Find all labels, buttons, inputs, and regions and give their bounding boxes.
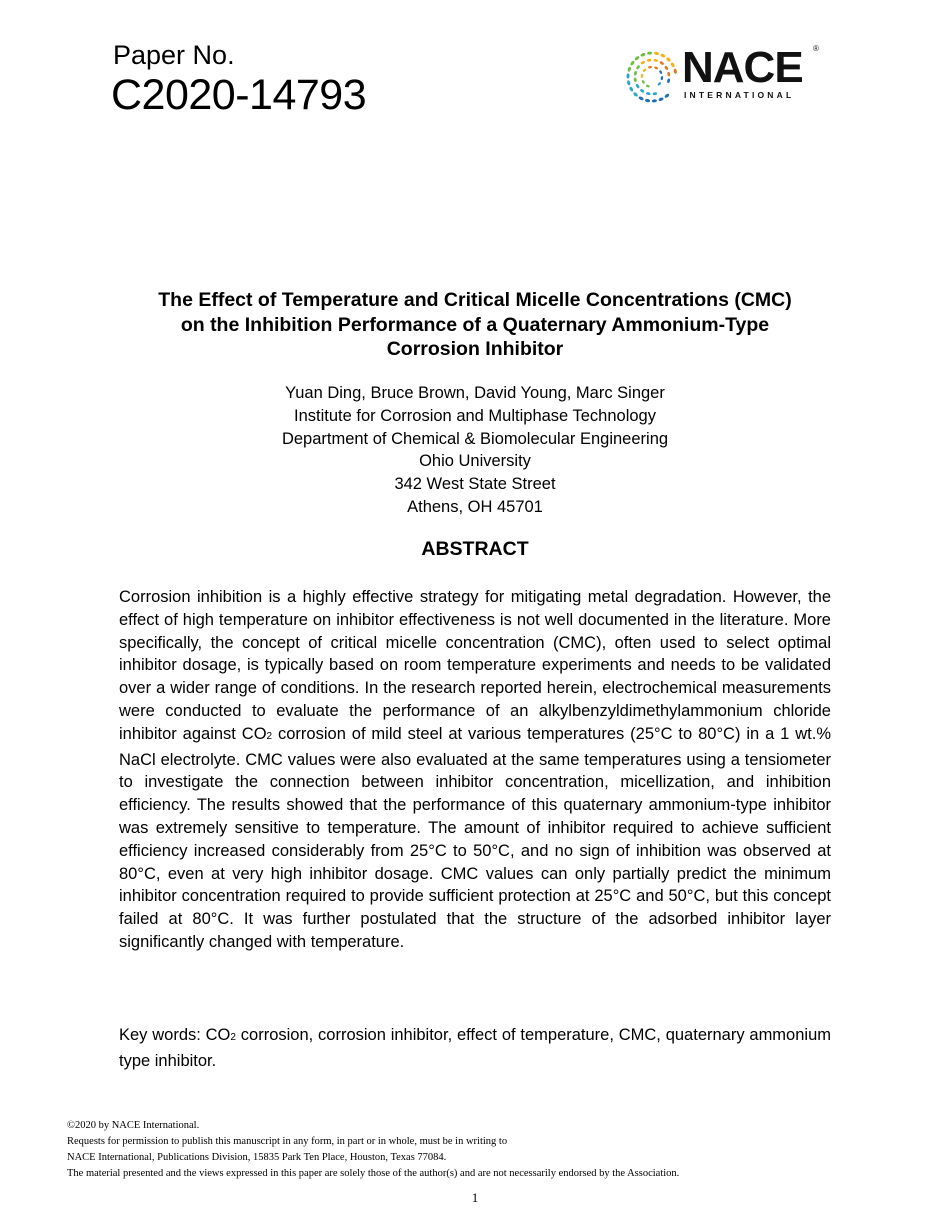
logo-dot (646, 84, 651, 88)
logo-dot (627, 80, 631, 86)
abstract-text-part1: Corrosion inhibition is a highly effective strategy for mitigating metal degradation. However, the effect of high temperature on inhibitor effectiveness is not well documented in the literature. More specifically, the concept of critical micelle concentration (CMC), often used to select optimal inhibitor dosage, is typically based on room temperature experiments and needs to be validated over a wider range of conditions. In the research reported herein, electrochemical measurements were conducted to evaluate the performance of an alkylbenzyldimethylammonium chloride inhibitor against CO (119, 588, 831, 743)
logo-dot (648, 66, 652, 69)
logo-dot (641, 80, 645, 85)
footer (67, 1118, 679, 1182)
author-department: Department of Chemical & Biomolecular Engineering (281, 429, 669, 448)
abstract-body (119, 586, 831, 954)
footer-line: The material presented and the views expressed in this paper are solely those of the author(s) and are not necessarily endorsed by the Association. (67, 1168, 680, 1179)
logo-dot (659, 61, 664, 66)
keywords-prefix: Key words: CO (119, 1026, 231, 1044)
abstract-text-part2: corrosion of mild steel at various temperatures (25°C to 80°C) in a 1 wt.% NaCl electrolyte. CMC values were also evaluated at the same temperatures using a tensiometer to investigate the connection between inhibitor concentration, micellization, and inhibition efficiency. The results showed that the performance of this quaternary ammonium-type inhibitor was extremely sensitive to temperature. The amount of inhibitor required to achieve sufficient efficiency increased considerably from 25°C to 50°C, and no sign of inhibition was observed at 80°C, even at very high inhibitor dosage. CMC values can only partially predict the minimum inhibitor concentration required to provide sufficient protection at 25°C and 50°C, but this concept failed at 80°C. It was further postulated that the structure of the adsorbed inhibitor layer significantly changed with temperature. (119, 724, 831, 951)
logo-dot (633, 77, 637, 82)
keywords (119, 1024, 831, 1073)
logo-dot (647, 58, 652, 62)
logo-dot (652, 92, 657, 96)
nace-logo (624, 44, 824, 110)
logo-dot (645, 99, 651, 103)
paper-number: C2020-14793 (111, 71, 367, 119)
author-names: Yuan Ding, Bruce Brown, David Young, Marc Singer (285, 384, 665, 402)
logo-dot (642, 68, 646, 73)
logo-dot (647, 51, 652, 55)
logo-dot (630, 60, 636, 66)
logo-dot (673, 68, 677, 74)
footer-copyright: ©2020 by NACE International. (67, 1120, 200, 1131)
logo-dot (667, 78, 671, 83)
paper-title (100, 288, 850, 362)
logo-dot (666, 57, 672, 63)
logo-dot (626, 73, 629, 78)
title-line: The Effect of Temperature and Critical Micelle Concentrations (CMC) (158, 289, 792, 311)
keywords-rest: corrosion, corrosion inhibitor, effect of temperature, CMC, quaternary ammonium type inhibitor. (119, 1026, 831, 1070)
logo-dot (654, 51, 660, 55)
abstract-subscript: 2 (266, 730, 273, 742)
logo-dot (646, 92, 651, 96)
nace-logo-mark-icon (624, 48, 680, 106)
logo-dot (652, 99, 657, 103)
paper-label: Paper No. (113, 40, 235, 70)
logo-dot (664, 65, 669, 70)
logo-dot (657, 81, 661, 86)
logo-dot (664, 93, 670, 99)
abstract-heading: ABSTRACT (421, 538, 529, 560)
logo-dot (636, 65, 641, 70)
logo-dot (658, 97, 664, 102)
footer-line: NACE International, Publications Division, 15835 Park Ten Place, Houston, Texas 77084. (67, 1152, 447, 1163)
logo-dot (661, 76, 664, 80)
logo-dot (640, 88, 645, 93)
logo-dot (635, 83, 640, 88)
author-block (150, 382, 800, 519)
logo-dot (670, 62, 675, 68)
logo-dot (667, 72, 671, 77)
logo-dot (634, 55, 640, 61)
title-line: Corrosion Inhibitor (386, 338, 564, 360)
logo-dot (627, 66, 632, 72)
logo-dot (640, 60, 645, 65)
logo-dot (641, 74, 644, 78)
logo-dot (634, 71, 638, 76)
logo-dot (653, 59, 658, 63)
keywords-subscript: 2 (230, 1032, 236, 1043)
logo-dot (633, 92, 639, 98)
author-university: Ohio University (419, 452, 531, 471)
author-city: Athens, OH 45701 (407, 497, 543, 516)
logo-dot (629, 86, 634, 92)
logo-registered-mark: ® (813, 44, 819, 53)
logo-dot (640, 52, 646, 57)
logo-dot (660, 53, 666, 58)
title-line: on the Inhibition Performance of a Quaternary Ammonium-Type (180, 313, 770, 336)
author-street: 342 West State Street (394, 475, 556, 494)
logo-dot (654, 66, 659, 70)
author-institute: Institute for Corrosion and Multiphase Technology (294, 406, 656, 425)
logo-dot (659, 70, 663, 75)
footer-line: Requests for permission to publish this manuscript in any form, in part or in whole, must be in writing to (67, 1136, 508, 1147)
logo-wordmark: NACE (682, 43, 803, 92)
page-number: 1 (471, 1190, 479, 1205)
logo-dot (638, 96, 644, 101)
logo-subtitle: INTERNATIONAL (684, 90, 795, 100)
